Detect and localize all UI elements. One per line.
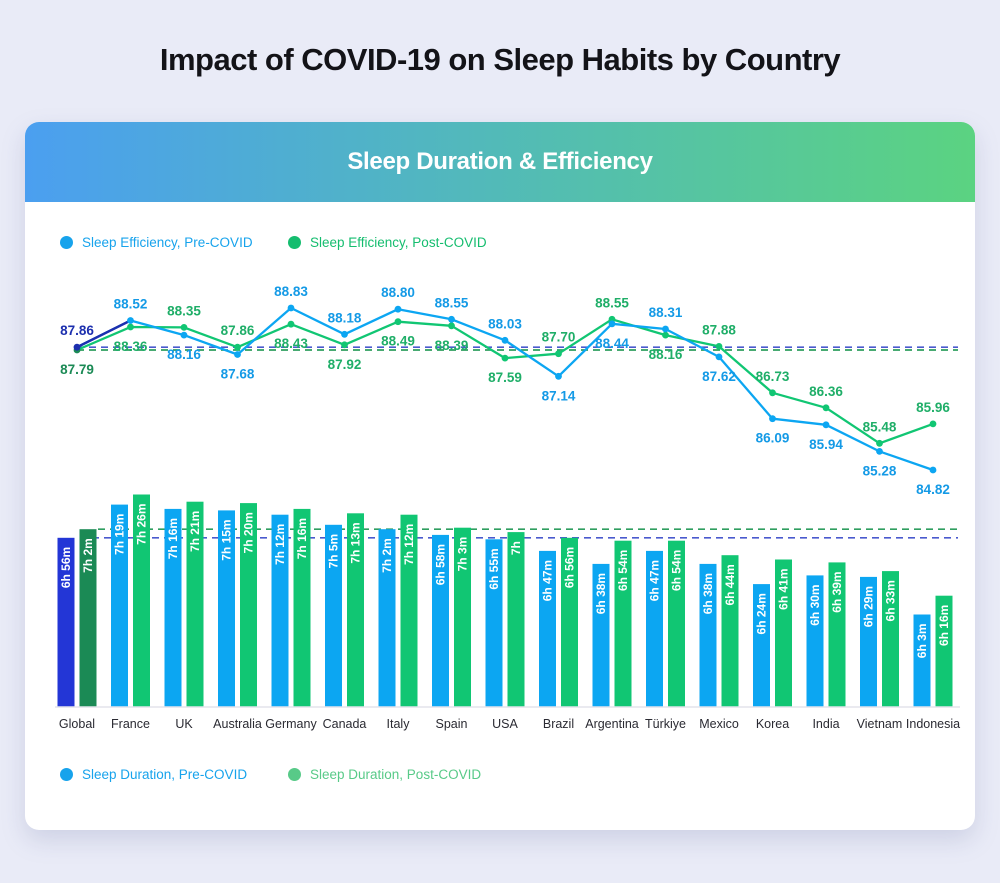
- efficiency-value-label-pre: 86.09: [755, 430, 790, 446]
- efficiency-point-post: [930, 421, 937, 428]
- legend-dot-efficiency-post-icon: [288, 236, 301, 249]
- duration-bar-label-post: 7h 26m: [134, 503, 149, 545]
- efficiency-value-label-pre: 88.80: [381, 285, 415, 301]
- legend-label-efficiency-post: Sleep Efficiency, Post-COVID: [310, 235, 487, 250]
- country-label: USA: [492, 717, 518, 731]
- efficiency-point-post: [502, 355, 509, 362]
- efficiency-value-label-pre: 87.62: [702, 368, 736, 384]
- efficiency-point-post: [448, 322, 455, 329]
- country-label: Indonesia: [905, 717, 961, 731]
- efficiency-point-post: [823, 404, 830, 411]
- duration-bar-label-post: 6h 33m: [883, 580, 898, 622]
- efficiency-point-post: [662, 332, 669, 339]
- duration-bar-label-pre: 6h 38m: [701, 572, 715, 615]
- efficiency-point-pre: [769, 415, 776, 422]
- card-header-title: Sleep Duration & Efficiency: [347, 148, 653, 175]
- efficiency-point-post: [341, 341, 348, 348]
- efficiency-value-label-pre: 88.55: [434, 295, 469, 311]
- country-label: Vietnam: [856, 717, 903, 731]
- duration-bar-label-post: 6h 16m: [937, 604, 951, 647]
- duration-bar-label-pre: 6h 3m: [915, 623, 929, 659]
- country-label: India: [812, 717, 840, 731]
- efficiency-value-label-post: 86.73: [755, 368, 790, 384]
- efficiency-point-pre: [930, 467, 937, 474]
- duration-bar-label-pre: 7h 2m: [380, 538, 394, 573]
- duration-bar-label-post: 7h 3m: [455, 536, 470, 572]
- legend-dot-duration-pre-icon: [60, 768, 73, 781]
- efficiency-value-label-pre: 88.03: [488, 316, 522, 332]
- efficiency-value-label-post: 87.70: [541, 329, 576, 345]
- efficiency-value-label-post: 87.88: [702, 322, 736, 338]
- efficiency-value-label-pre: 87.14: [541, 388, 576, 404]
- efficiency-value-label-post: 88.49: [381, 333, 415, 349]
- efficiency-value-label-post: 88.43: [274, 336, 308, 352]
- efficiency-point-post: [769, 389, 776, 396]
- duration-bar-label-post: 6h 56m: [562, 546, 577, 589]
- country-label: UK: [175, 717, 193, 731]
- duration-bar-label-post: 7h: [509, 541, 523, 556]
- efficiency-point-post: [288, 321, 295, 328]
- efficiency-legend: [25, 235, 975, 255]
- duration-bar-label-pre: 7h 12m: [273, 523, 287, 566]
- efficiency-point-pre: [341, 331, 348, 338]
- efficiency-point-post: [181, 324, 188, 331]
- country-label: Global: [58, 717, 96, 731]
- country-label: Mexico: [699, 717, 739, 731]
- efficiency-point-pre: [74, 344, 81, 351]
- efficiency-point-pre: [288, 305, 295, 312]
- charts-svg: [25, 262, 975, 762]
- efficiency-value-label-post: 85.96: [916, 399, 950, 415]
- duration-bar-label-post: 6h 39m: [830, 571, 844, 613]
- efficiency-point-pre: [876, 448, 883, 455]
- efficiency-point-pre: [448, 316, 455, 323]
- country-label: Spain: [435, 717, 468, 731]
- efficiency-point-post: [234, 344, 241, 351]
- efficiency-point-pre: [823, 421, 830, 428]
- chart-card: [25, 122, 975, 830]
- efficiency-value-label-post: 88.55: [595, 295, 629, 311]
- duration-bar-label-post: 6h 54m: [669, 549, 684, 592]
- country-label: Türkiye: [645, 717, 686, 731]
- efficiency-line-pre: [77, 308, 933, 470]
- country-label: Korea: [755, 717, 790, 731]
- efficiency-value-label-pre: 88.52: [113, 296, 148, 312]
- duration-bar-label-post: 7h 20m: [241, 512, 256, 554]
- efficiency-value-label-post: 88.35: [167, 303, 201, 319]
- country-label: France: [111, 717, 150, 731]
- duration-bar-label-pre: 7h 5m: [326, 533, 341, 569]
- efficiency-value-label-post: 86.36: [809, 383, 843, 399]
- duration-bar-label-post: 7h 13m: [348, 522, 363, 564]
- efficiency-value-label-pre: 88.16: [167, 347, 201, 363]
- duration-bar-label-pre: 6h 58m: [433, 543, 448, 586]
- efficiency-point-pre: [662, 326, 669, 333]
- country-label: Germany: [265, 717, 317, 731]
- efficiency-value-label-pre: 87.68: [220, 366, 255, 382]
- efficiency-value-label-post: 88.16: [648, 347, 683, 363]
- legend-label-duration-pre: Sleep Duration, Pre-COVID: [82, 767, 248, 782]
- duration-bar-post: [508, 532, 525, 707]
- efficiency-point-pre: [716, 354, 723, 361]
- efficiency-point-pre: [127, 317, 134, 324]
- efficiency-value-label-pre: 88.31: [648, 305, 683, 320]
- duration-bar-label-post: 7h 16m: [295, 517, 309, 560]
- country-label: Australia: [213, 717, 262, 731]
- country-label: Brazil: [542, 717, 575, 731]
- legend-label-efficiency-pre: Sleep Efficiency, Pre-COVID: [82, 235, 253, 250]
- efficiency-point-post: [716, 343, 723, 350]
- country-label: Canada: [322, 717, 367, 731]
- efficiency-value-label-pre: 88.83: [274, 284, 308, 299]
- legend-label-duration-post: Sleep Duration, Post-COVID: [310, 767, 482, 782]
- legend-duration-post: [288, 767, 481, 782]
- duration-bar-label-pre: 6h 38m: [594, 572, 608, 615]
- country-label: Italy: [386, 717, 410, 731]
- duration-bar-label-pre: 6h 47m: [540, 559, 555, 602]
- efficiency-value-label-pre: 85.28: [862, 463, 897, 479]
- efficiency-value-label-pre: 88.18: [327, 310, 362, 326]
- country-label: Argentina: [585, 717, 639, 731]
- duration-bar-label-pre: 6h 56m: [59, 546, 73, 589]
- efficiency-point-post: [127, 324, 134, 331]
- efficiency-value-label-pre: 84.82: [916, 482, 950, 497]
- duration-bar-label-post: 7h 2m: [81, 538, 95, 573]
- legend-dot-duration-post-icon: [288, 768, 301, 781]
- legend-dot-efficiency-pre-icon: [60, 236, 73, 249]
- duration-bar-label-pre: 7h 16m: [166, 517, 180, 560]
- duration-legend: [25, 767, 975, 787]
- efficiency-point-pre: [502, 337, 509, 344]
- efficiency-value-label-post: 85.48: [862, 419, 897, 435]
- duration-bar-label-post: 6h 54m: [616, 549, 630, 592]
- efficiency-value-label-post: 87.79: [60, 362, 94, 377]
- efficiency-value-label-pre: 88.44: [595, 335, 629, 351]
- efficiency-value-label-pre: 85.94: [809, 436, 843, 452]
- card-header: [25, 122, 975, 202]
- duration-bar-label-post: 7h 21m: [188, 510, 202, 553]
- duration-bar-label-pre: 7h 15m: [219, 519, 234, 561]
- efficiency-value-label-post: 87.92: [327, 356, 362, 372]
- duration-bar-label-pre: 6h 30m: [808, 584, 822, 626]
- duration-bar-label-pre: 7h 19m: [112, 513, 127, 555]
- efficiency-point-pre: [609, 320, 616, 327]
- duration-bar-label-pre: 6h 29m: [861, 585, 876, 628]
- efficiency-value-label-post: 87.86: [220, 323, 255, 339]
- duration-bar-label-post: 6h 41m: [776, 568, 791, 610]
- efficiency-point-pre: [181, 332, 188, 339]
- efficiency-value-label-post: 88.36: [113, 339, 148, 354]
- efficiency-point-post: [395, 318, 402, 325]
- duration-bar-label-pre: 6h 55m: [487, 548, 501, 590]
- duration-bar-label-post: 7h 12m: [402, 523, 416, 566]
- legend-efficiency-post: [288, 235, 487, 250]
- duration-bar-label-pre: 6h 47m: [647, 559, 662, 602]
- efficiency-point-post: [876, 440, 883, 447]
- legend-efficiency-pre: [60, 235, 253, 250]
- efficiency-value-label-pre: 87.86: [60, 323, 94, 339]
- legend-duration-pre: [60, 767, 247, 782]
- efficiency-point-pre: [234, 351, 241, 358]
- duration-bar-label-pre: 6h 24m: [754, 593, 769, 635]
- page-title: Impact of COVID-19 on Sleep Habits by Country: [159, 42, 841, 77]
- efficiency-value-label-post: 88.39: [434, 337, 469, 353]
- efficiency-value-label-post: 87.59: [488, 370, 522, 386]
- duration-bar-label-post: 6h 44m: [723, 564, 737, 606]
- efficiency-point-pre: [395, 306, 402, 313]
- efficiency-point-post: [555, 350, 562, 357]
- efficiency-point-pre: [555, 373, 562, 380]
